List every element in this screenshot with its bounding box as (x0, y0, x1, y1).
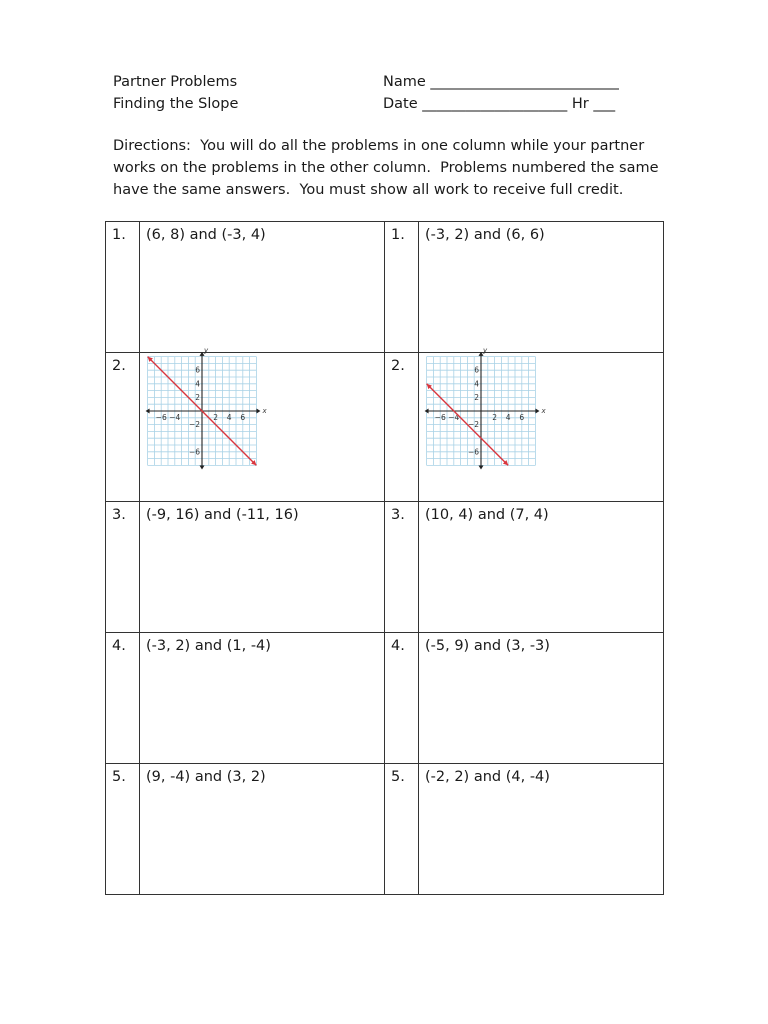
x-tick-label: −4 (169, 413, 181, 422)
y-tick-label: 4 (195, 379, 200, 389)
y-tick-label: 2 (195, 392, 200, 402)
problem-number: 3. (112, 507, 126, 523)
right-problem-text: (-5, 9) and (3, -3) (425, 638, 550, 654)
problem-number-cell (385, 353, 419, 502)
coordinate-plane (144, 346, 267, 475)
problem-number-cell (106, 633, 140, 764)
y-axis-arrow (479, 465, 484, 469)
y-tick-label: 2 (474, 392, 479, 402)
directions-paragraph (113, 135, 659, 201)
right-problem-cell (419, 502, 664, 633)
worksheet-subtitle: Finding the Slope (113, 96, 239, 112)
problem-number: 3. (391, 507, 405, 523)
right-graph (419, 346, 663, 475)
x-axis-arrow (535, 409, 539, 414)
problem-number-cell (385, 764, 419, 895)
problem-number: 4. (112, 638, 126, 654)
left-graph (140, 346, 384, 475)
problem-row-5 (106, 764, 664, 895)
problem-number-cell (106, 222, 140, 353)
y-tick-label: 6 (474, 365, 479, 375)
y-tick-label: −6 (467, 447, 479, 457)
problem-number: 2. (391, 358, 405, 374)
right-problem-cell (419, 222, 664, 353)
directions-line: Directions: You will do all the problems in one column while your partner (113, 138, 645, 154)
worksheet-title: Partner Problems (113, 74, 238, 90)
x-tick-label: 6 (240, 413, 246, 422)
y-tick-label: −6 (188, 447, 200, 457)
problem-number: 1. (391, 227, 405, 243)
right-problem-text: (-3, 2) and (6, 6) (425, 227, 545, 243)
left-problem-cell (140, 222, 385, 353)
x-tick-label: 4 (505, 413, 511, 422)
y-axis-arrow (200, 465, 205, 469)
x-tick-label: −6 (155, 413, 167, 422)
problem-number-cell (385, 502, 419, 633)
problem-number: 5. (112, 769, 126, 785)
left-problem-text: (-9, 16) and (-11, 16) (146, 507, 299, 523)
problem-row-2 (106, 353, 664, 502)
x-tick-label: 6 (519, 413, 525, 422)
problem-number: 5. (391, 769, 405, 785)
right-problem-cell (419, 633, 664, 764)
problem-number-cell (385, 222, 419, 353)
problem-number: 4. (391, 638, 405, 654)
left-problem-text: (-3, 2) and (1, -4) (146, 638, 271, 654)
problem-row-1 (106, 222, 664, 353)
x-tick-label: 2 (213, 413, 218, 422)
y-tick-label: −2 (188, 420, 200, 430)
problem-number-cell (385, 633, 419, 764)
problem-row-4 (106, 633, 664, 764)
left-problem-cell (140, 633, 385, 764)
problem-number: 2. (112, 358, 126, 374)
left-problem-text: (6, 8) and (-3, 4) (146, 227, 266, 243)
right-problem-text: (10, 4) and (7, 4) (425, 507, 549, 523)
problem-number: 1. (112, 227, 126, 243)
y-tick-label: −2 (467, 420, 479, 430)
problem-row-3 (106, 502, 664, 633)
name-field: Name __________________________ (383, 74, 619, 90)
problem-number-cell (106, 502, 140, 633)
x-tick-label: 2 (492, 413, 497, 422)
left-problem-cell (140, 502, 385, 633)
coordinate-plane (423, 346, 546, 475)
directions-line: works on the problems in the other column. Problems numbered the same (113, 160, 659, 176)
x-tick-label: −4 (448, 413, 460, 422)
problem-number-cell (106, 353, 140, 502)
x-tick-label: −6 (434, 413, 446, 422)
y-tick-label: 4 (474, 379, 479, 389)
x-axis-label: x (262, 407, 267, 415)
y-tick-label: 6 (195, 365, 200, 375)
left-problem-cell (140, 346, 385, 502)
right-problem-text: (-2, 2) and (4, -4) (425, 769, 550, 785)
problem-number-cell (106, 764, 140, 895)
x-axis-arrow (256, 409, 260, 414)
date-hour-field: Date ____________________ Hr ___ (383, 96, 616, 112)
x-tick-label: 4 (226, 413, 232, 422)
right-problem-cell (419, 764, 664, 895)
left-problem-text: (9, -4) and (3, 2) (146, 769, 266, 785)
right-problem-cell (419, 346, 664, 502)
x-axis-label: x (541, 407, 546, 415)
left-problem-cell (140, 764, 385, 895)
problems-table (105, 221, 664, 895)
directions-line: have the same answers. You must show all work to receive full credit. (113, 182, 624, 198)
y-axis-label: y (204, 346, 209, 355)
y-axis-label: y (483, 346, 488, 355)
